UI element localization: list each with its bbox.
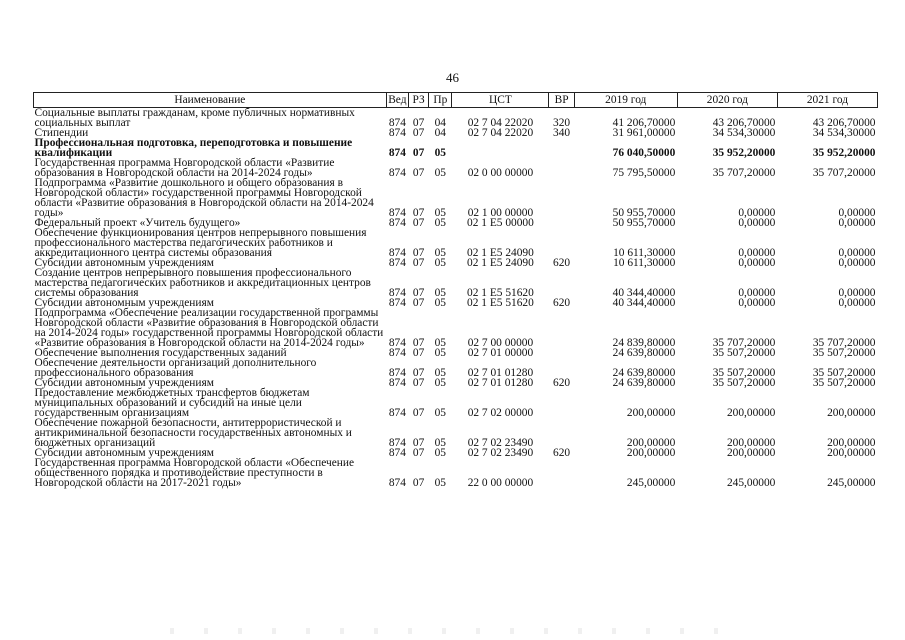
row-2021: 35 507,20000 [812,367,876,379]
row-2021: 200,00000 [827,437,876,449]
table-row [34,308,878,348]
row-2020: 200,00000 [726,447,776,459]
row-vr [549,228,574,258]
row-ved: 874 [388,217,406,229]
row-rz: 07 [412,147,425,159]
row-2021: 35 507,20000 [812,377,876,389]
row-rz: 07 [412,437,425,449]
row-2020: 43 206,70000 [712,117,776,129]
row-vr [549,178,574,218]
row-rz: 07 [412,247,425,259]
row-rz: 07 [412,167,425,179]
row-rz: 07 [412,347,425,359]
row-2021: 0,00000 [838,257,876,269]
budget-table [33,92,878,488]
row-vr [549,158,574,178]
row-pr: 05 [434,367,446,379]
row-name: Создание центров непрерывного повышения профессионального мастерства педагогических работников и аккредитационных центров системы образования [34,267,371,299]
table-row [34,358,878,378]
row-2020: 0,00000 [738,297,776,309]
row-name: Подпрограмма «Развитие дошкольного и общего образования в Новгородской области» государственной программы Новгородской области «Развитие образования в Новгородской области на 2014-2024 годы» [34,177,374,219]
row-pr: 05 [434,407,446,419]
row-ved: 874 [388,247,406,259]
row-pr: 05 [434,437,446,449]
row-2019: 50 955,70000 [612,207,676,219]
row-cst [452,138,549,158]
row-2019: 40 344,40000 [612,287,676,299]
budget-table-container [33,92,878,488]
row-vr [549,308,574,348]
row-ved: 874 [388,347,406,359]
row-2019: 24 839,80000 [612,337,676,349]
row-2020: 34 534,30000 [712,127,776,139]
row-2021: 200,00000 [827,447,876,459]
row-2021: 200,00000 [827,407,876,419]
row-name: Субсидии автономным учреждениям [34,257,214,269]
row-name: Стипендии [34,127,89,139]
row-2019: 24 639,80000 [612,347,676,359]
row-vr: 620 [553,447,571,459]
row-2020: 0,00000 [738,207,776,219]
header-2021: 2021 год [777,93,877,108]
row-cst: 22 0 00 00000 [467,477,534,489]
row-2019: 200,00000 [626,447,676,459]
row-pr: 05 [434,247,446,259]
row-2021: 0,00000 [838,247,876,259]
row-ved: 874 [388,287,406,299]
row-pr: 05 [434,477,446,489]
row-2019: 76 040,50000 [612,147,676,159]
table-row [34,158,878,178]
row-cst: 02 7 01 01280 [467,377,534,389]
table-row [34,228,878,258]
row-rz: 07 [412,337,425,349]
row-2019: 31 961,00000 [612,127,676,139]
row-rz: 07 [412,257,425,269]
row-2019: 10 611,30000 [613,257,676,269]
row-name: Государственная программа Новгородской области «Развитие образования в Новгородской области на 2014-2024 годы» [34,157,335,179]
row-rz: 07 [412,217,425,229]
row-ved: 874 [388,147,406,159]
row-vr [549,138,574,158]
row-cst: 02 0 00 00000 [467,167,534,179]
row-ved: 874 [388,407,406,419]
row-pr: 05 [434,167,446,179]
row-cst: 02 7 00 00000 [467,337,534,349]
row-2021: 0,00000 [838,207,876,219]
row-2020: 35 507,20000 [712,377,776,389]
row-pr: 05 [434,217,446,229]
row-name: Субсидии автономным учреждениям [34,377,214,389]
header-cst: ЦСТ [452,93,549,108]
row-rz: 07 [412,207,425,219]
row-vr [549,348,574,358]
row-vr: 620 [553,377,571,389]
row-pr: 05 [434,147,446,159]
header-ved: Вед [388,94,407,106]
row-ved: 874 [388,127,406,139]
row-2019: 40 344,40000 [612,297,676,309]
row-2019: 200,00000 [626,437,676,449]
row-cst: 02 1 E5 51620 [467,297,534,309]
row-ved: 874 [388,377,406,389]
row-2021: 0,00000 [838,297,876,309]
row-2021: 35 952,20000 [812,147,876,159]
row-2020: 0,00000 [738,247,776,259]
row-name: Федеральный проект «Учитель будущего» [34,217,241,229]
row-2020: 245,00000 [726,477,776,489]
row-pr: 05 [434,337,446,349]
row-name: Обеспечение пожарной безопасности, антитеррористической и антикриминальной безопасности государственных автономных и бюджетных организаций [34,417,352,449]
table-row [34,388,878,418]
row-ved: 874 [388,437,406,449]
row-rz: 07 [412,447,425,459]
row-2019: 24 639,80000 [612,377,676,389]
row-2020: 35 707,20000 [712,337,776,349]
row-2021: 0,00000 [838,287,876,299]
row-2019: 24 639,80000 [612,367,676,379]
row-cst: 02 1 E5 51620 [467,287,534,299]
scan-artifact [140,628,740,634]
row-cst: 02 7 04 22020 [467,117,534,129]
header-pr: Пр [429,93,452,108]
row-name: Обеспечение выполнения государственных заданий [34,347,287,359]
row-name: Социальные выплаты гражданам, кроме публичных нормативных социальных выплат [34,107,355,129]
row-vr: 620 [553,257,571,269]
row-pr: 05 [434,447,446,459]
row-2020: 35 952,20000 [712,147,776,159]
row-rz: 07 [412,127,425,139]
row-rz: 07 [412,377,425,389]
row-pr: 05 [434,287,446,299]
table-row [34,178,878,218]
header-2020: 2020 год [677,93,777,108]
row-vr [549,268,574,298]
row-rz: 07 [412,477,425,489]
row-name: Подпрограмма «Обеспечение реализации государственной программы Новгородской области «Развитие образования в Новгородской области на 2014-2024 годы» государственной программы Новгородской области «Развитие образования в Новгородской области на 2014-2024 годы» [34,307,384,349]
row-cst: 02 7 02 00000 [467,407,534,419]
row-cst: 02 7 02 23490 [467,437,534,449]
row-ved: 874 [388,337,406,349]
row-name: Обеспечение функционирования центров непрерывного повышения профессионального мастерства педагогических работников и аккредитационного центра системы образования [34,227,367,259]
row-2020: 35 507,20000 [712,347,776,359]
row-2019: 10 611,30000 [613,247,676,259]
row-pr: 05 [434,347,446,359]
row-2021: 0,00000 [838,217,876,229]
row-2020: 35 507,20000 [712,367,776,379]
row-2020: 200,00000 [726,437,776,449]
row-cst: 02 7 01 01280 [467,367,534,379]
row-ved: 874 [388,257,406,269]
header-vr: ВР [549,93,574,108]
row-cst: 02 1 E5 00000 [467,217,534,229]
row-cst: 02 7 04 22020 [467,127,534,139]
row-2019: 200,00000 [626,407,676,419]
table-body [34,108,878,489]
row-vr [549,218,574,228]
row-vr [549,388,574,418]
page-number: 46 [446,70,459,85]
table-row [34,138,878,158]
table-header-row [34,93,878,108]
row-2019: 245,00000 [626,477,676,489]
row-2021: 35 507,20000 [812,347,876,359]
row-rz: 07 [412,297,425,309]
table-row [34,458,878,488]
row-2019: 50 955,70000 [612,217,676,229]
row-name: Субсидии автономным учреждениям [34,447,214,459]
row-2019: 41 206,70000 [612,117,676,129]
row-2021: 34 534,30000 [812,127,876,139]
row-cst: 02 1 E5 24090 [467,257,534,269]
header-name: Наименование [34,93,387,108]
row-vr [549,418,574,448]
row-2020: 0,00000 [738,217,776,229]
row-cst: 02 1 E5 24090 [467,247,534,259]
row-2020: 200,00000 [726,407,776,419]
row-cst: 02 1 00 00000 [467,207,534,219]
row-name: Субсидии автономным учреждениям [34,297,214,309]
row-2021: 35 707,20000 [812,167,876,179]
header-rz: РЗ [408,93,428,108]
header-2019: 2019 год [574,93,677,108]
row-ved: 874 [388,477,406,489]
row-2021: 35 707,20000 [812,337,876,349]
row-2021: 245,00000 [827,477,876,489]
row-pr: 05 [434,297,446,309]
row-ved: 874 [388,207,406,219]
table-row [34,268,878,298]
row-ved: 874 [388,297,406,309]
row-ved: 874 [388,367,406,379]
row-name: Профессиональная подготовка, переподготовка и повышение квалификации [34,137,353,159]
row-pr: 05 [434,207,446,219]
row-pr: 04 [434,117,446,129]
row-rz: 07 [412,367,425,379]
row-2019: 75 795,50000 [612,167,676,179]
row-vr: 320 [553,117,571,129]
table-row [34,418,878,448]
row-name: Обеспечение деятельности организаций дополнительного профессионального образования [34,357,317,379]
row-rz: 07 [412,407,425,419]
row-2020: 0,00000 [738,287,776,299]
row-2021: 43 206,70000 [812,117,876,129]
row-vr: 340 [553,127,571,139]
row-pr: 05 [434,257,446,269]
row-ved: 874 [388,167,406,179]
row-name: Государственная программа Новгородской области «Обеспечение общественного порядка и противодействие преступности в Новгородской области на 2017-2021 годы» [34,457,355,489]
row-pr: 05 [434,377,446,389]
row-vr [549,458,574,488]
row-cst: 02 7 02 23490 [467,447,534,459]
row-cst: 02 7 01 00000 [467,347,534,359]
row-vr: 620 [553,297,571,309]
row-name: Предоставление межбюджетных трансфертов бюджетам муниципальных образований и субсидий на иные цели государственным организациям [34,387,310,419]
row-ved: 874 [388,117,406,129]
row-ved: 874 [388,447,406,459]
row-2020: 0,00000 [738,257,776,269]
row-vr [549,358,574,378]
row-rz: 07 [412,287,425,299]
row-2020: 35 707,20000 [712,167,776,179]
row-pr: 04 [434,127,446,139]
row-rz: 07 [412,117,425,129]
table-row [34,108,878,129]
